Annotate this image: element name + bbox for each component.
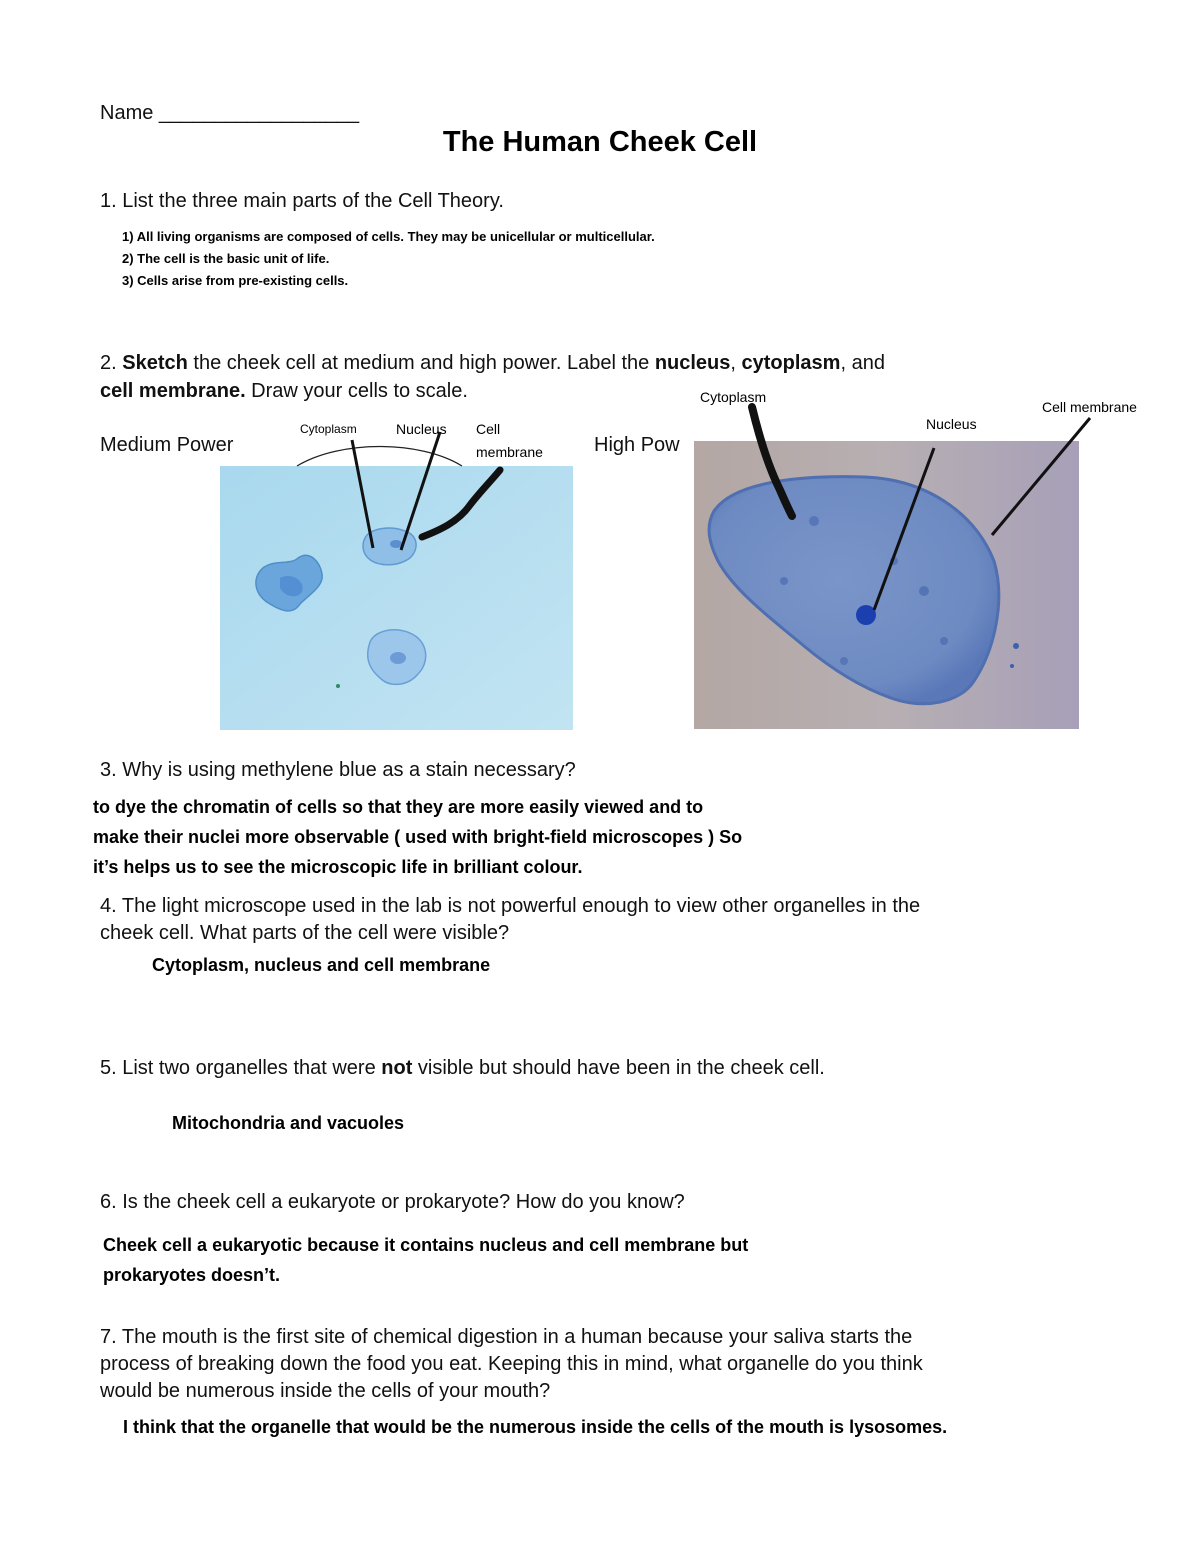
q2-text-1: the cheek cell at medium and high power. Label the <box>187 352 655 374</box>
q5-pre: 5. List two organelles that were <box>100 1057 382 1079</box>
question-7-answer: I think that the organelle that would be the numerous inside the cells of the mouth is lysosomes. <box>123 1417 948 1437</box>
q2-cytoplasm-word: cytoplasm <box>741 352 841 374</box>
question-5-prompt <box>100 1055 825 1082</box>
high-power-label: High Pow <box>594 434 680 456</box>
q2-cell-membrane-word: cell membrane. <box>100 380 246 402</box>
question-1-answer-3: 3) Cells arise from pre-existing cells. <box>122 273 349 288</box>
medium-label-membrane: membrane <box>476 444 543 460</box>
question-3-answer-1: to dye the chromatin of cells so that they are more easily viewed and to <box>93 797 704 817</box>
q5-not-word: not <box>381 1057 413 1079</box>
question-5-answer: Mitochondria and vacuoles <box>172 1113 405 1133</box>
medium-label-nucleus: Nucleus <box>396 421 447 437</box>
medium-power-label: Medium Power <box>100 434 234 456</box>
q2-number: 2. <box>100 352 117 374</box>
name-field-label: Name __________________ <box>100 102 360 124</box>
question-1-prompt: 1. List the three main parts of the Cell Theory. <box>100 190 504 212</box>
q2-nucleus-word: nucleus <box>654 352 731 374</box>
question-3-answer-2: make their nuclei more observable ( used with bright-field microscopes ) So <box>93 827 743 847</box>
high-label-nucleus: Nucleus <box>926 416 977 432</box>
question-4-prompt-line-2: cheek cell. What parts of the cell were visible? <box>100 922 510 944</box>
medium-label-cytoplasm: Cytoplasm <box>300 422 357 436</box>
q5-post: visible but should have been in the cheek cell. <box>412 1057 825 1079</box>
annotation-lines <box>0 0 1200 760</box>
q2-and: , and <box>840 352 885 374</box>
question-3-answer-3: it’s helps us to see the microscopic life in brilliant colour. <box>93 857 583 877</box>
question-6-answer-1: Cheek cell a eukaryotic because it contains nucleus and cell membrane but <box>103 1235 749 1255</box>
question-6-answer-2: prokaryotes doesn’t. <box>103 1265 281 1285</box>
question-1-answer-2: 2) The cell is the basic unit of life. <box>122 251 330 266</box>
question-3-prompt: 3. Why is using methylene blue as a stain necessary? <box>100 759 576 781</box>
q2-text-2: Draw your cells to scale. <box>245 380 468 402</box>
question-4-answer: Cytoplasm, nucleus and cell membrane <box>152 955 491 975</box>
question-7-prompt-line-1: 7. The mouth is the first site of chemical digestion in a human because your saliva starts the <box>100 1326 913 1348</box>
question-7-prompt-line-3: would be numerous inside the cells of your mouth? <box>100 1380 551 1402</box>
medium-label-cell: Cell <box>476 421 501 437</box>
question-1-answer-1: 1) All living organisms are composed of cells. They may be unicellular or multicellular. <box>122 229 655 244</box>
q2-sketch-word: Sketch <box>122 352 188 374</box>
q2-comma: , <box>730 352 742 374</box>
question-4-prompt-line-1: 4. The light microscope used in the lab is not powerful enough to view other organelles in the <box>100 895 921 917</box>
high-label-cytoplasm: Cytoplasm <box>700 389 767 405</box>
page-title: The Human Cheek Cell <box>442 126 758 158</box>
high-label-cell-membrane: Cell membrane <box>1042 399 1137 415</box>
question-6-prompt: 6. Is the cheek cell a eukaryote or prokaryote? How do you know? <box>100 1191 685 1213</box>
question-7-prompt-line-2: process of breaking down the food you eat. Keeping this in mind, what organelle do you think <box>100 1353 923 1375</box>
